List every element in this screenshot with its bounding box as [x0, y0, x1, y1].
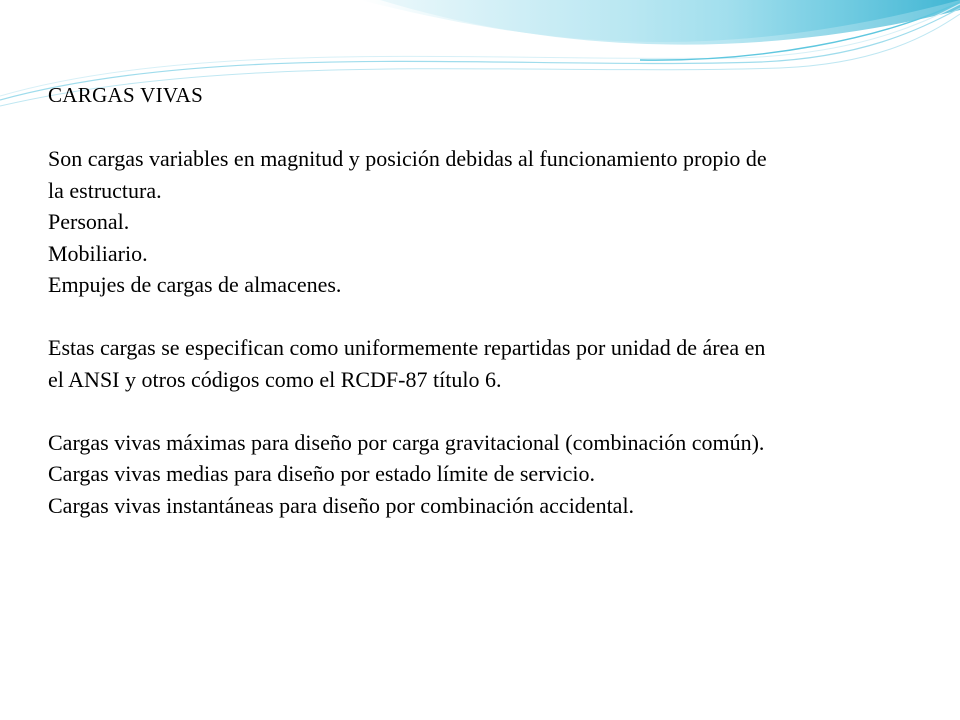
slide-title: CARGAS VIVAS	[48, 83, 204, 107]
text-line: Mobiliario.	[48, 240, 148, 266]
paragraph-load-types	[48, 427, 928, 522]
paragraph-definition	[48, 143, 928, 301]
text-line: Son cargas variables en magnitud y posición debidas al funcionamiento propio de	[48, 146, 767, 171]
paragraph-specification	[48, 332, 928, 395]
text-line: Cargas vivas medias para diseño por estado límite de servicio.	[48, 461, 596, 486]
text-line: Personal.	[48, 209, 130, 234]
spacer	[48, 301, 928, 333]
text-line: Empujes de cargas de almacenes.	[48, 272, 342, 297]
text-line: Cargas vivas máximas para diseño por carga gravitacional (combinación común).	[48, 429, 765, 455]
spacer	[48, 112, 928, 144]
text-line: el ANSI y otros códigos como el RCDF-87 título 6.	[48, 366, 502, 392]
text-line: Estas cargas se especifican como uniformemente repartidas por unidad de área en	[48, 335, 766, 360]
spacer	[48, 395, 928, 427]
text-line: Cargas vivas instantáneas para diseño por combinación accidental.	[48, 492, 635, 518]
slide-content	[48, 80, 928, 521]
text-line: la estructura.	[48, 177, 162, 203]
